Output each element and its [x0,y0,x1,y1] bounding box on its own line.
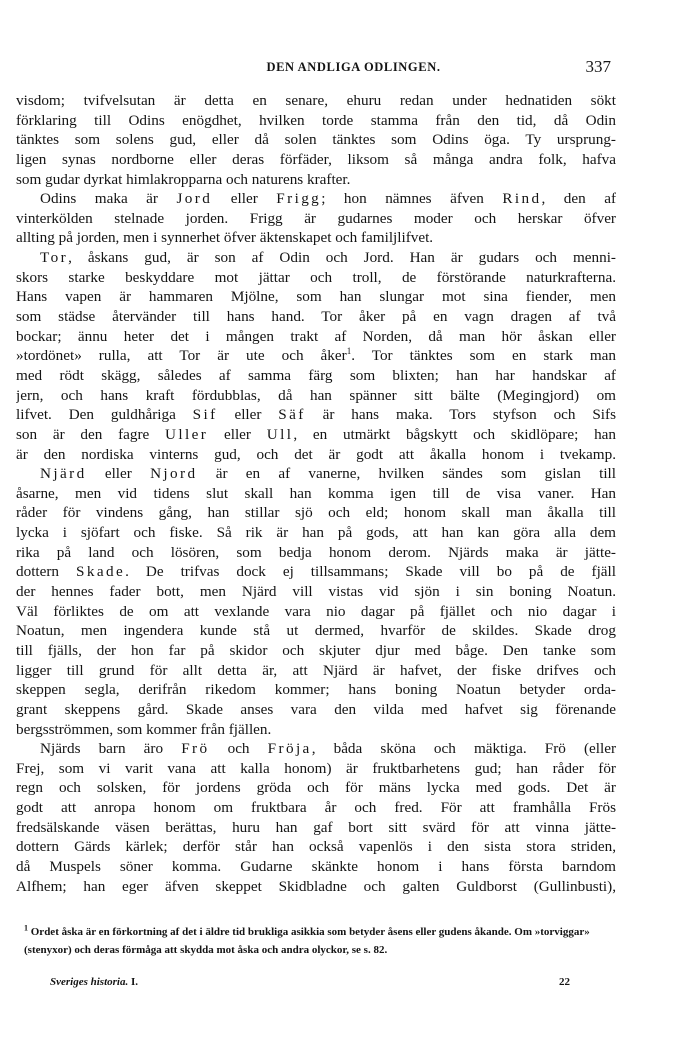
spaced-name: Jord [176,190,213,208]
text-run: då Muspels söner komma. Gudarne skänkte honom i hans första barndom [16,857,616,875]
body-text [16,91,616,896]
text-run: fredsälskande väsen berättas, huru han gaf bort sitt svärd för att vinna jätte- [16,818,616,836]
text-line [16,484,616,504]
text-line [16,837,616,857]
text-run: eller [208,425,267,443]
text-run: der hennes fader bott, men Njärd vill vistas vid sjön i sin boning Noatun. [16,583,616,601]
text-run: , åskans gud, är son af Odin och Jord. Han är gudars och menni- [68,249,616,267]
text-run: . De trifvas dock ej tillsammans; Skade vill bo på de fjäll [125,563,616,581]
text-line [16,248,616,268]
text-run: Väl förliktes de om att vexlande vara nio dagar på fjället och nio dagar i [16,602,616,620]
footnote [24,924,616,959]
text-line [16,91,616,111]
text-line [16,366,616,386]
text-line [16,759,616,779]
spaced-name: Rind [502,190,542,208]
running-title: DEN ANDLIGA ODLINGEN. [266,60,441,74]
text-run: Hans vapen är hammaren Mjölne, som han slungar mot sina fiender, men [16,288,616,306]
text-run: . Tor tänktes som en stark man [351,347,616,365]
text-run: är den nordiska vinterns gud, och det är godt att åkalla honom i tvekamp. [16,445,616,463]
signature-title-block [50,976,138,988]
text-run: rika på land och lösören, som bedja honom derom. Njärds maka är jätte- [16,543,616,561]
text-line [16,798,616,818]
spaced-name: Ull [266,425,294,443]
spaced-name: Frigg [276,190,322,208]
text-line [16,307,616,327]
text-run: eller [217,406,279,424]
footnote-ref: 1 [346,346,352,357]
text-run: tänktes som solens gud, eller då solen tänktes som Odins öga. Ty ursprung- [16,131,616,149]
text-line [16,386,616,406]
text-run: råder för vindens gång, han stillar sjö och eld; honom skall man åkalla till [16,504,616,522]
text-line [16,562,616,582]
page-header [96,57,611,82]
text-run: , båda sköna och mäktiga. Frö (eller [311,740,616,758]
spaced-name: Tor [40,249,69,267]
text-run: dottern [16,563,76,581]
text-line [16,130,616,150]
text-run: åsarne, men vid tidens slut skall han komma igen till de visa vaner. Han [16,484,616,502]
text-line [16,268,616,288]
footnote-text: Ordet åska är en förkortning af det i äldre tid brukliga asikkia som betyder åsens eller gudens åkande. Om »torviggar» (stenyxor) och deras förmåga att skydda mot åska och andra olyckor, se s. 82. [24,926,590,956]
text-run: »tordönet» rulla, att Tor är ute och åker [16,347,347,365]
text-run: ; hon nämnes äfven [321,190,503,208]
text-line [16,582,616,602]
text-line [16,150,616,170]
text-run: som gudar dyrkat himlakropparna och naturens krafter. [16,170,351,188]
text-line [16,405,616,425]
text-run: allting på jorden, men i synnerhet öfver äktenskapet och familjlifvet. [16,229,434,247]
spaced-name: Uller [165,425,209,443]
text-line [16,228,616,248]
footnote-marker: 1 [24,923,28,933]
printer-signature [50,976,570,992]
text-line [16,877,616,897]
text-run: Noatun, men ingendera kunde stå ut dermed, hvarför de skildes. Skade drog [16,622,616,640]
text-run: bergsströmmen, som kommer från fjällen. [16,720,272,738]
spaced-name: Säf [278,406,306,424]
text-run: Njärds barn äro [40,740,182,758]
text-run: Alfhem; han eger äfven skeppet Skidbladne och galten Guldborst (Gullinbusti), [16,877,616,895]
text-run: , en utmärkt bågskytt och skidlöpare; han [293,425,616,443]
text-line [16,445,616,465]
text-run: Frej, som vi varit vana att kalla honom) är fruktbarhetens gud; han råder för [16,759,616,777]
text-line [16,287,616,307]
text-run: dottern Gärds kärlek; derför står han också vapenlös i den sista stora striden, [16,838,616,856]
text-run: lycka i sjöfart och fiske. Så rik är han på gods, att han kan göra alla dem [16,524,616,542]
text-run: vinterkölden stelnade jorden. Frigg är gudarnes moder och herskar öfver [16,209,616,227]
text-line [16,111,616,131]
text-line [16,209,616,229]
spaced-name: Fröja [267,740,312,758]
text-run: godt att anropa honom om fruktbara år och fred. För att framhålla Frös [16,799,616,817]
text-line [16,464,616,484]
text-run: med rödt skägg, således af samma färg som blixten; han har handskar af [16,366,616,384]
spaced-name: Skade [76,563,126,581]
text-line [16,346,616,366]
text-run: son är den fagre [16,425,166,443]
text-run: jern, och hans kraft fördubblas, då han spänner sitt bälte (Megingjord) om [16,386,616,404]
text-run: skors starke beskyddare mot jättar och troll, de förstörande naturkrafterna. [16,268,616,286]
text-line [16,680,616,700]
text-run: är hans maka. Tors styfson och Sifs [305,406,616,424]
signature-title: Sveriges historia. [50,976,129,988]
text-run: Odins maka är [40,190,177,208]
text-line [16,189,616,209]
text-run: och [209,740,268,758]
text-run: till fjälls, der hon far på skidor och skjuter djur med båge. Den tanke som [16,641,616,659]
text-run: eller [212,190,277,208]
spaced-name: Njord [150,465,198,483]
text-run: lifvet. Den guldhåriga [16,406,193,424]
text-run: är en af vanerne, hvilken sändes som gislan till [197,465,616,483]
text-run: bockar; ännu heter det i mången trakt af Norden, då man hör åskan eller [16,327,616,345]
text-run: ligger till grund för allt detta är, att Njärd är hafvet, der fiske drifves och [16,661,616,679]
text-line [16,425,616,445]
text-line [16,327,616,347]
text-line [16,543,616,563]
text-line [16,602,616,622]
signature-volume: I. [130,976,139,988]
text-line [16,641,616,661]
text-line [16,700,616,720]
text-run: , den af [541,190,616,208]
text-run: visdom; tvifvelsutan är detta en senare, ehuru redan under hednatiden sökt [16,92,616,109]
text-line [16,778,616,798]
spaced-name: Sif [192,406,218,424]
text-line [16,170,616,190]
text-line [16,661,616,681]
text-line [16,739,616,759]
spaced-name: Njärd [40,465,87,483]
text-line [16,523,616,543]
text-run: eller [86,465,151,483]
text-run: som städse återvänder till hans hand. Tor åker på en vagn dragen af två [16,308,616,326]
spaced-name: Frö [181,740,210,758]
text-run: förklaring till Odins enögdhet, hvilken torde stamma från den tid, då Odin [16,111,616,129]
text-run: skeppen segla, derifrån rikedom kommer; hans boning Noatun betyder orda- [16,681,616,699]
page-number: 337 [585,57,611,76]
signature-sheet-number: 22 [559,976,570,988]
text-line [16,857,616,877]
text-line [16,503,616,523]
text-run: ligen synas nordborne eller deras förfäder, liksom så många andra folk, hafva [16,150,616,168]
text-run: regn och solsken, för jordens gröda och för mäns lycka med gods. Det är [16,779,616,797]
text-run: grant skeppens gård. Skade anses vara den vilda med hafvet sig förenande [16,700,616,718]
text-line [16,818,616,838]
text-line [16,720,616,740]
text-line [16,621,616,641]
